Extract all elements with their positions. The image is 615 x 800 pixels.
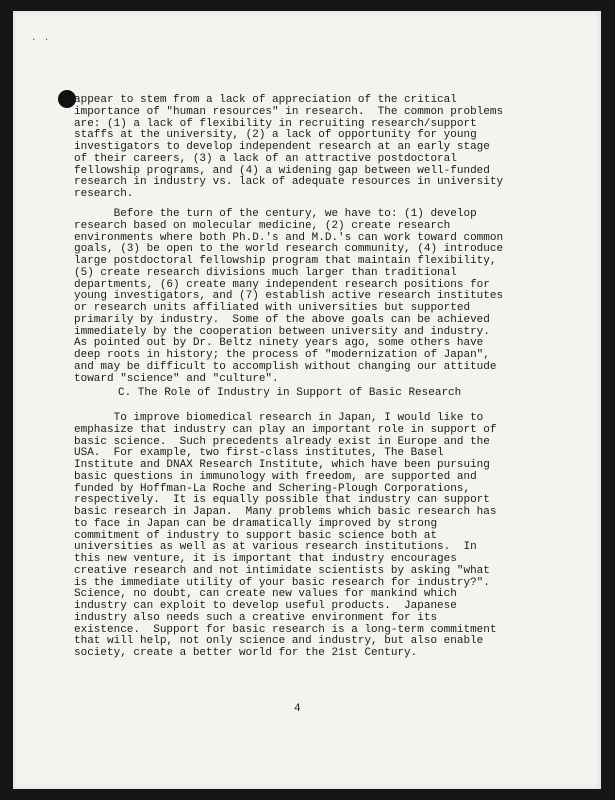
paragraph-industry-role: To improve biomedical research in Japan, I would like to emphasize that industry can play an important role in support of basic science. Such precedents already exist in Europe and the USA. For example, two first-class institutes, The Basel Institute and DNAX Research Institute, which have been pursuing basic questions in immunology with freedom, are supported and funded by Hoffman-La Roche and Schering-Plough Corporations, respectively. It is equally possible that industry can support basic research in Japan. Many problems which basic research has to face in Japan can be dramatically improved by strong commitment of industry to support basic science both at universities as well as at various research institutions. In this new venture, it is important that industry encourages creative research and not intimidate scientists by asking "what is the immediate utility of your basic research for industry?". Science, no doubt, can create new values for mankind which industry can exploit to develop useful products. Japanese industry also needs such a creative environment for its existence. Support for basic research is a long-term commitment that will help, not only science and industry, but also enable society, create a better world for the 21st Century. — [74, 412, 497, 659]
paragraph-goals: Before the turn of the century, we have to: (1) develop research based on molecular medicine, (2) create research environments where both Ph.D.'s and M.D.'s can work toward common goals, (3) be open to the world research community, (4) introduce large postdoctoral fellowship program that maintain flexibility, (5) create research divisions much larger than traditional departments, (6) create many independent research positions for young investigators, and (7) establish active research institutes or research units affiliated with universities but supported primarily by industry. Some of the above goals can be achieved immediately by the cooperation between university and industry. As pointed out by Dr. Beltz ninety years ago, some others have deep roots in history; the process of "modernization of Japan", and may be difficult to accomplish without changing our attitude toward "science" and "culture". — [74, 208, 504, 385]
page-number: 4 — [294, 703, 301, 715]
corner-mark: . . — [31, 33, 51, 43]
paragraph-human-resources: appear to stem from a lack of appreciation of the critical importance of "human resources" in research. The common problems are: (1) a lack of flexibility in recruiting research/support staffs at the university, (2) a lack of opportunity for young investigators to develop independent research at an early stage of their careers, (3) a lack of an attractive postdoctoral fellowship programs, and (4) a widening gap between well-funded research in industry vs. lack of adequate resources in university research. — [74, 94, 504, 200]
section-heading: C. The Role of Industry in Support of Basic Research — [118, 387, 462, 399]
